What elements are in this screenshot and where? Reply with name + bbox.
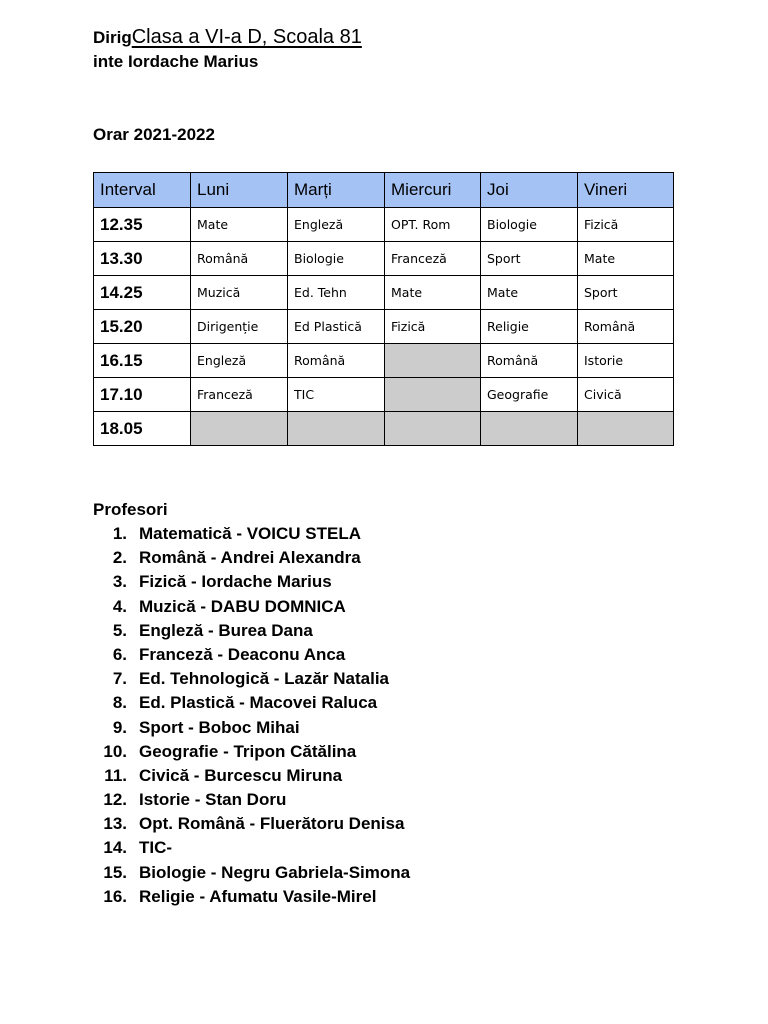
- subject-cell: Română: [288, 344, 385, 378]
- subject-cell: Dirigenție: [191, 310, 288, 344]
- subject-cell: OPT. Rom: [385, 208, 481, 242]
- empty-cell: [481, 412, 578, 446]
- timetable-row: [94, 378, 674, 412]
- empty-cell: [578, 412, 674, 446]
- time-slot: 12.35: [94, 208, 191, 242]
- subject-cell: Biologie: [288, 242, 385, 276]
- subject-cell: Mate: [191, 208, 288, 242]
- subject-cell: Mate: [481, 276, 578, 310]
- teacher-list-item: [93, 764, 343, 788]
- list-number: 1.: [112, 524, 127, 543]
- subject-cell: Ed Plastică: [288, 310, 385, 344]
- teacher-list-item: [93, 691, 378, 715]
- teacher-entry: Ed. Plastică - Macovei Raluca: [139, 693, 378, 713]
- teacher-list-item: [93, 595, 346, 619]
- column-header-vineri: Vineri: [578, 173, 674, 208]
- teacher-list-item: [93, 643, 346, 667]
- list-number: 14.: [103, 838, 127, 858]
- class-header: [93, 26, 362, 49]
- teacher-entry: TIC-: [139, 838, 173, 858]
- timetable-row: [94, 242, 674, 276]
- teacher-list-item: [93, 570, 332, 594]
- list-number: 11.: [104, 765, 127, 785]
- time-slot: 14.25: [94, 276, 191, 310]
- column-header-luni: Luni: [191, 173, 288, 208]
- subject-cell: Română: [191, 242, 288, 276]
- subject-cell: TIC: [288, 378, 385, 412]
- teacher-list-item: [93, 788, 287, 812]
- subject-cell: Engleză: [288, 208, 385, 242]
- subject-cell: Fizică: [385, 310, 481, 344]
- subject-cell: Fizică: [578, 208, 674, 242]
- timetable-row: [94, 208, 674, 242]
- teacher-list-item: [93, 546, 361, 570]
- column-header-joi: Joi: [481, 173, 578, 208]
- list-number: 3.: [112, 572, 127, 592]
- teacher-entry: Engleză - Burea Dana: [139, 620, 313, 640]
- teachers-title: Profesori: [93, 500, 168, 519]
- teacher-entry: Sport - Boboc Mihai: [139, 717, 300, 737]
- list-number: 7.: [112, 669, 127, 689]
- class-title: Clasa a VI-a D, Scoala 81: [131, 26, 362, 48]
- time-slot: 16.15: [94, 344, 191, 378]
- subject-cell: Sport: [578, 276, 674, 310]
- subject-cell: Istorie: [578, 344, 674, 378]
- timetable: [93, 172, 674, 446]
- time-slot: 18.05: [94, 412, 191, 446]
- teacher-entry: Civică - Burcescu Miruna: [139, 765, 343, 785]
- time-slot: 17.10: [94, 378, 191, 412]
- subject-cell: Franceză: [385, 242, 481, 276]
- subject-cell: Muzică: [191, 276, 288, 310]
- teacher-entry: Opt. Română - Fluerătoru Denisa: [139, 814, 405, 834]
- empty-cell: [385, 378, 481, 412]
- header-teacher-line: inte Iordache Marius: [93, 52, 259, 71]
- teacher-entry: Ed. Tehnologică - Lazăr Natalia: [139, 669, 390, 689]
- subject-cell: Engleză: [191, 344, 288, 378]
- time-slot: 13.30: [94, 242, 191, 276]
- teacher-list-item: [93, 861, 411, 885]
- teacher-entry: Franceză - Deaconu Anca: [139, 644, 346, 664]
- column-header-interval: Interval: [94, 173, 191, 208]
- timetable-row: [94, 344, 674, 378]
- subject-cell: Geografie: [481, 378, 578, 412]
- time-slot: 15.20: [94, 310, 191, 344]
- empty-cell: [288, 412, 385, 446]
- timetable-row: [94, 310, 674, 344]
- teacher-list-item: [93, 836, 173, 860]
- subject-cell: Civică: [578, 378, 674, 412]
- teacher-list: [93, 522, 411, 909]
- teacher-entry: Istorie - Stan Doru: [139, 790, 287, 810]
- empty-cell: [191, 412, 288, 446]
- teacher-list-item: [93, 885, 377, 909]
- subject-cell: Mate: [578, 242, 674, 276]
- teacher-entry: Română - Andrei Alexandra: [139, 548, 361, 568]
- teacher-list-item: [93, 740, 357, 764]
- teacher-list-item: [93, 716, 300, 740]
- teacher-entry: Matematică - VOICU STELA: [139, 524, 361, 543]
- timetable-header-row: [94, 173, 674, 208]
- list-number: 8.: [112, 693, 127, 713]
- subject-cell: Română: [481, 344, 578, 378]
- list-number: 12.: [103, 790, 127, 810]
- teacher-list-item: [93, 522, 361, 546]
- subject-cell: Franceză: [191, 378, 288, 412]
- timetable-row: [94, 276, 674, 310]
- subject-cell: Sport: [481, 242, 578, 276]
- teacher-entry: Geografie - Tripon Cătălina: [139, 741, 357, 761]
- subject-cell: Română: [578, 310, 674, 344]
- list-number: 6.: [112, 644, 127, 664]
- list-number: 13.: [103, 814, 127, 834]
- teacher-list-item: [93, 667, 390, 691]
- empty-cell: [385, 344, 481, 378]
- subject-cell: Mate: [385, 276, 481, 310]
- list-number: 15.: [103, 862, 127, 882]
- teacher-list-item: [93, 619, 313, 643]
- subject-cell: Religie: [481, 310, 578, 344]
- teacher-entry: Fizică - Iordache Marius: [139, 572, 332, 592]
- teacher-entry: Religie - Afumatu Vasile-Mirel: [139, 886, 377, 906]
- teacher-entry: Biologie - Negru Gabriela-Simona: [139, 862, 411, 882]
- column-header-miercuri: Miercuri: [385, 173, 481, 208]
- timetable-row: [94, 412, 674, 446]
- empty-cell: [385, 412, 481, 446]
- list-number: 9.: [112, 717, 127, 737]
- schedule-title: Orar 2021-2022: [93, 125, 215, 144]
- header-prefix: Dirig: [93, 28, 132, 47]
- teacher-list-item: [93, 812, 405, 836]
- list-number: 5.: [112, 620, 127, 640]
- list-number: 16.: [103, 886, 127, 906]
- list-number: 4.: [112, 596, 127, 616]
- subject-cell: Ed. Tehn: [288, 276, 385, 310]
- column-header-marti: Marți: [288, 173, 385, 208]
- list-number: 2.: [112, 548, 127, 568]
- list-number: 10.: [103, 741, 127, 761]
- teacher-entry: Muzică - DABU DOMNICA: [139, 596, 346, 616]
- subject-cell: Biologie: [481, 208, 578, 242]
